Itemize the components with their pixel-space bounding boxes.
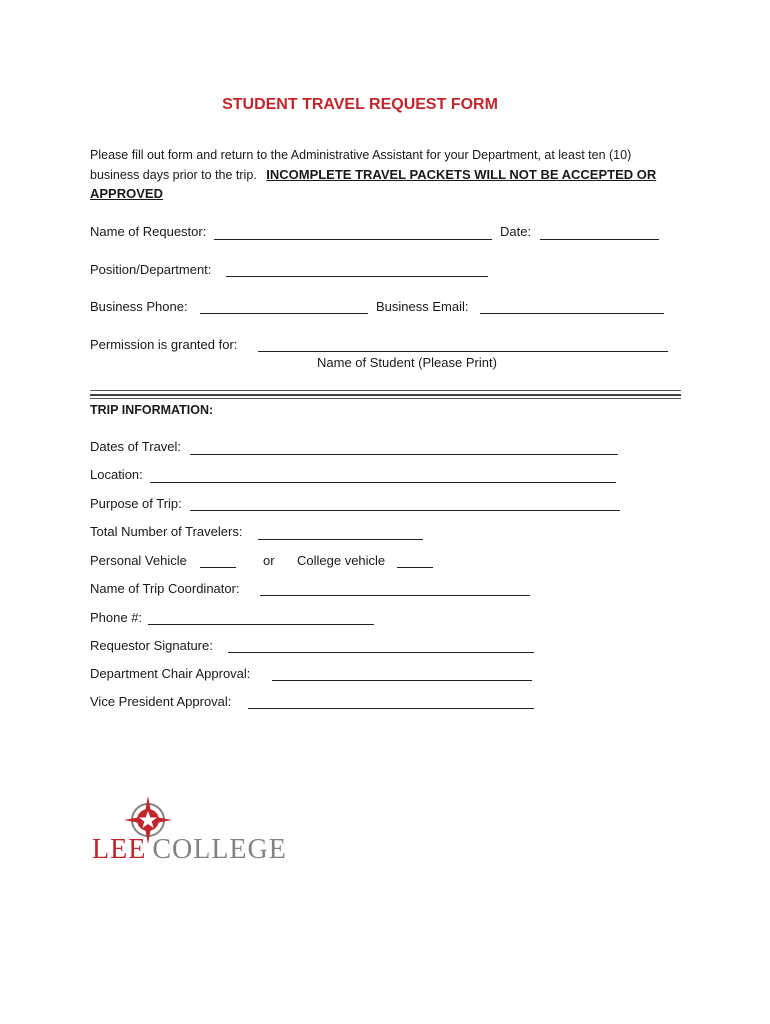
business-email-label: Business Email: bbox=[376, 299, 469, 314]
chair-approval-field[interactable] bbox=[272, 680, 532, 681]
signature-label: Requestor Signature: bbox=[90, 638, 213, 653]
coordinator-label: Name of Trip Coordinator: bbox=[90, 581, 240, 596]
personal-vehicle-field[interactable] bbox=[200, 567, 236, 568]
position-field[interactable] bbox=[226, 276, 488, 277]
travelers-label: Total Number of Travelers: bbox=[90, 524, 243, 539]
requestor-field[interactable] bbox=[214, 239, 492, 240]
trip-phone-field[interactable] bbox=[148, 624, 374, 625]
college-vehicle-field[interactable] bbox=[397, 567, 433, 568]
business-phone-label: Business Phone: bbox=[90, 299, 188, 314]
coordinator-field[interactable] bbox=[260, 595, 530, 596]
intro-text-2: business days prior to the trip. bbox=[90, 168, 257, 182]
trip-section-title: TRIP INFORMATION: bbox=[90, 403, 214, 417]
intro-line-2 bbox=[90, 167, 656, 182]
purpose-label: Purpose of Trip: bbox=[90, 496, 182, 511]
requestor-label: Name of Requestor: bbox=[90, 224, 207, 239]
date-field[interactable] bbox=[540, 239, 659, 240]
logo-text-college: COLLEGE bbox=[152, 834, 287, 865]
intro-warning-1: INCOMPLETE TRAVEL PACKETS WILL NOT BE ACCEPTED OR bbox=[266, 167, 657, 182]
separator-bottom bbox=[90, 398, 681, 399]
chair-approval-label: Department Chair Approval: bbox=[90, 666, 251, 681]
permission-label: Permission is granted for: bbox=[90, 337, 238, 352]
travelers-field[interactable] bbox=[258, 539, 423, 540]
logo-wordmark bbox=[92, 834, 287, 866]
intro-warning-2: APPROVED bbox=[90, 186, 163, 201]
signature-field[interactable] bbox=[228, 652, 534, 653]
vp-approval-field[interactable] bbox=[248, 708, 534, 709]
dates-label: Dates of Travel: bbox=[90, 439, 182, 454]
form-title: STUDENT TRAVEL REQUEST FORM bbox=[222, 96, 498, 113]
location-label: Location: bbox=[90, 467, 143, 482]
purpose-field[interactable] bbox=[190, 510, 620, 511]
or-label: or bbox=[263, 553, 275, 568]
lee-college-logo bbox=[88, 790, 288, 870]
dates-field[interactable] bbox=[190, 454, 618, 455]
student-name-note: Name of Student (Please Print) bbox=[317, 355, 497, 370]
position-label: Position/Department: bbox=[90, 262, 212, 277]
logo-text-lee: LEE bbox=[92, 834, 147, 865]
trip-phone-label: Phone #: bbox=[90, 610, 143, 625]
student-name-field[interactable] bbox=[258, 351, 668, 352]
vp-approval-label: Vice President Approval: bbox=[90, 694, 232, 709]
separator-middle bbox=[90, 394, 681, 396]
date-label: Date: bbox=[500, 224, 532, 239]
business-email-field[interactable] bbox=[480, 313, 664, 314]
separator-top bbox=[90, 390, 681, 391]
business-phone-field[interactable] bbox=[200, 313, 368, 314]
personal-vehicle-label: Personal Vehicle bbox=[90, 553, 187, 568]
location-field[interactable] bbox=[150, 482, 616, 483]
college-vehicle-label: College vehicle bbox=[297, 553, 386, 568]
intro-line-1: Please fill out form and return to the Administrative Assistant for your Department, at least ten (10) bbox=[90, 148, 632, 162]
